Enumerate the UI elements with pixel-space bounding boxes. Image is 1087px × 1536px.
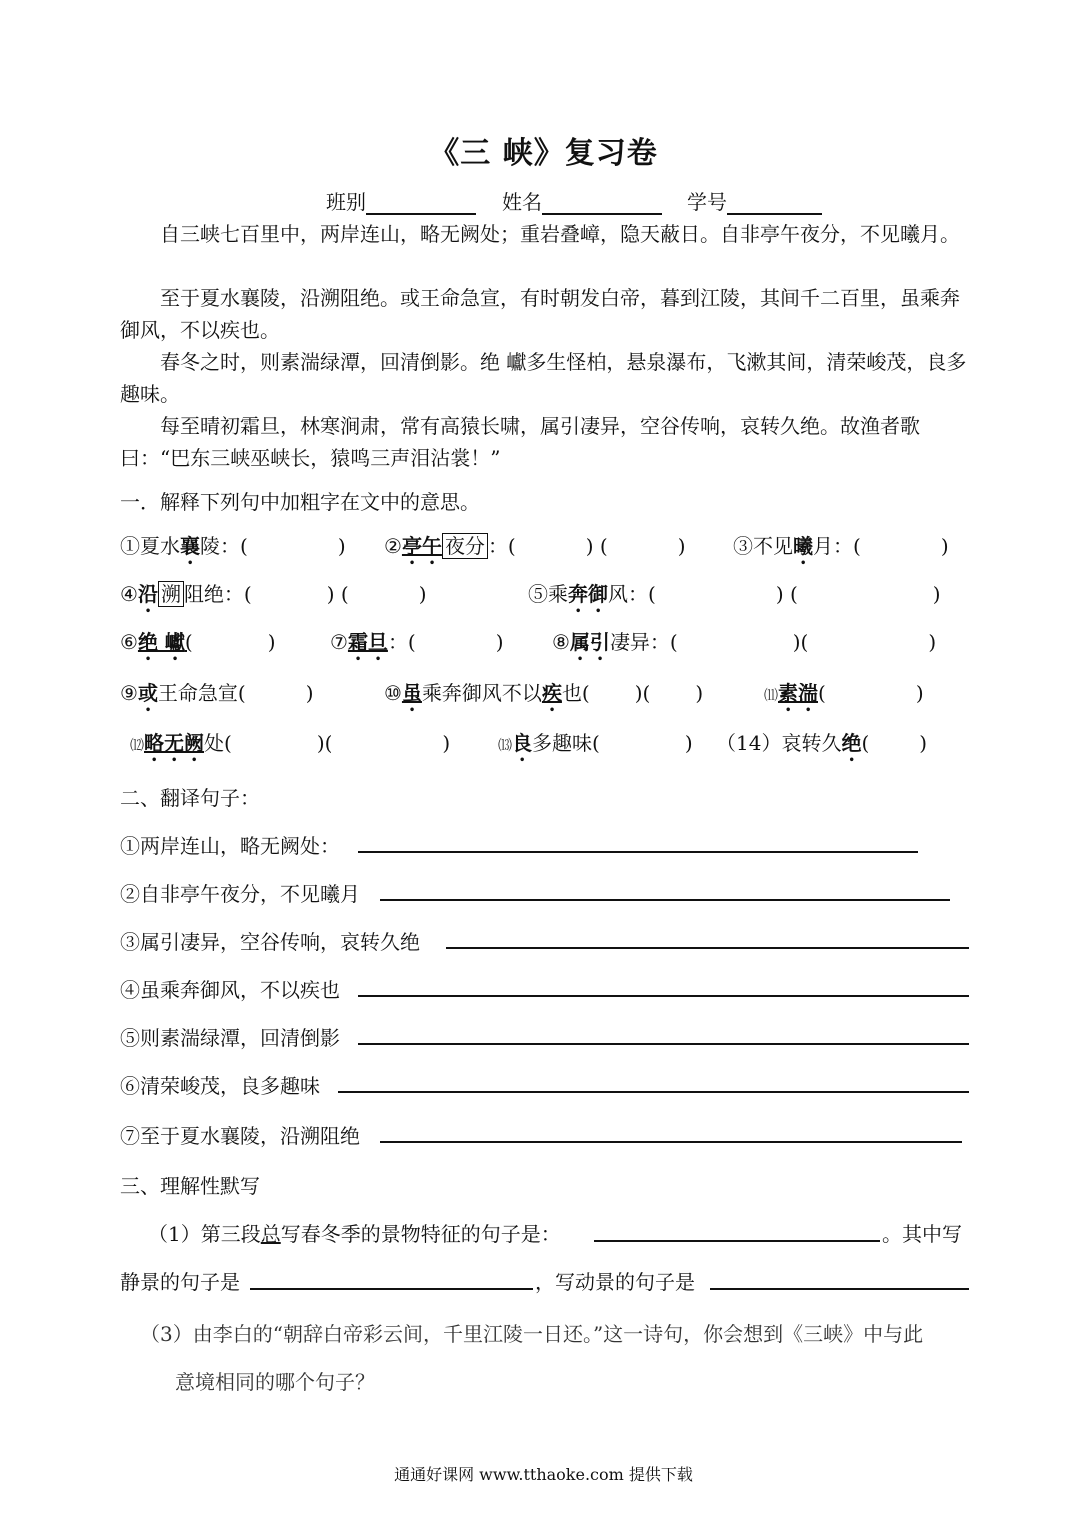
passage-paragraph-2: 至于夏水襄陵，沿溯阻绝。或王命急宣，有时朝发白帝，暮到江陵，其间千二百里，虽乘奔御风，不以疾也。: [120, 286, 960, 342]
footer-credit: 通通好课网 www.tthaoke.com 提供下载: [394, 1465, 693, 1484]
vocab-item-4: ④沿 溯 阻绝：( ) ( ): [120, 582, 427, 606]
vocab-item-9: ⑨或王命急宣( ): [120, 681, 314, 705]
name-blank[interactable]: [542, 191, 662, 215]
class-blank[interactable]: [366, 191, 476, 215]
recite-question-1-dynamic-label: ，写动景的句子是: [535, 1270, 695, 1294]
vocab-item-10: ⑩虽乘奔御风不以疾也( )( ): [384, 681, 704, 705]
student-id-label: 学号: [687, 190, 727, 214]
name-field: [502, 186, 662, 215]
vocab-item-6: ⑥绝 巘( ): [120, 630, 276, 654]
vocab-item-3: ③不见曦月：( ): [733, 534, 949, 558]
translate-sentence-1: ①两岸连山，略无阙处：: [120, 834, 340, 858]
passage-paragraph-3: 春冬之时，则素湍绿潭，回清倒影。绝 巘多生怪柏，悬泉瀑布，飞漱其间，清荣峻茂，良多趣味。: [120, 350, 967, 406]
translate-sentence-5: ⑤则素湍绿潭，回清倒影: [120, 1026, 340, 1050]
section2-heading: 二、翻译句子：: [120, 786, 260, 810]
recite-question-1-static-label: 静景的句子是: [120, 1270, 240, 1294]
answer-line-5[interactable]: [358, 1043, 969, 1045]
vocab-item-7: ⑦霜旦：( ): [330, 630, 504, 654]
translate-sentence-7: ⑦至于夏水襄陵，沿溯阻绝: [120, 1124, 360, 1148]
translate-sentence-6: ⑥清荣峻茂，良多趣味: [120, 1074, 320, 1098]
vocab-item-5: ⑤乘奔御风：( ) ( ): [528, 582, 941, 606]
class-field: [326, 186, 476, 215]
answer-line-7[interactable]: [380, 1141, 962, 1143]
vocab-item-13: ⒀良多趣味( ): [498, 731, 693, 755]
vocab-item-1: ①夏水襄陵：( ): [120, 534, 346, 558]
section3-heading: 三、理解性默写: [120, 1174, 260, 1198]
recite-answer-overview[interactable]: [594, 1240, 880, 1242]
answer-line-1[interactable]: [358, 851, 918, 853]
vocab-item-12: ⑿略无阙处( )( ): [130, 731, 451, 755]
recite-question-1-tail: 。其中写: [882, 1222, 962, 1246]
recite-answer-static[interactable]: [250, 1288, 533, 1290]
vocab-item-8: ⑧属引凄异：( )( ): [552, 630, 937, 654]
recite-answer-dynamic[interactable]: [710, 1288, 969, 1290]
student-id-field: [687, 186, 822, 215]
passage-paragraph-4: 每至晴初霜旦，林寒涧肃，常有高猿长啸，属引凄异，空谷传响，哀转久绝。故渔者歌曰：“巴东三峡巫峡长，猿鸣三声泪沾裳！”: [120, 414, 920, 470]
name-label: 姓名: [502, 190, 542, 214]
section1-heading: 一．解释下列句中加粗字在文中的意思。: [120, 490, 480, 514]
class-label: 班别: [326, 190, 366, 214]
passage-paragraph-1: 自三峡七百里中，两岸连山，略无阙处；重岩叠嶂，隐天蔽日。自非亭午夜分，不见曦月。: [160, 222, 960, 246]
answer-line-6[interactable]: [338, 1091, 969, 1093]
answer-line-2[interactable]: [380, 899, 950, 901]
vocab-item-2: ②亭午 夜分 ：( ) ( ): [384, 534, 686, 558]
translate-sentence-4: ④虽乘奔御风，不以疾也: [120, 978, 340, 1002]
answer-line-4[interactable]: [358, 995, 969, 997]
student-id-blank[interactable]: [727, 191, 822, 215]
recite-question-1-line1: （1）第三段总写春冬季的景物特征的句子是：: [148, 1222, 561, 1246]
recite-question-3-line2: 意境相同的哪个句子？: [175, 1370, 375, 1394]
page-title: 《三 峡》复习卷: [429, 136, 658, 171]
vocab-item-14: （14）哀转久绝( ): [716, 731, 928, 755]
translate-sentence-3: ③属引凄异，空谷传响，哀转久绝: [120, 930, 420, 954]
answer-line-3[interactable]: [446, 947, 969, 949]
recite-question-3-line1: （3）由李白的“朝辞白帝彩云间，千里江陵一日还。”这一诗句，你会想到《三峡》中与此: [140, 1322, 924, 1346]
vocab-item-11: ⑾素湍( ): [764, 681, 924, 705]
translate-sentence-2: ②自非亭午夜分，不见曦月: [120, 882, 360, 906]
